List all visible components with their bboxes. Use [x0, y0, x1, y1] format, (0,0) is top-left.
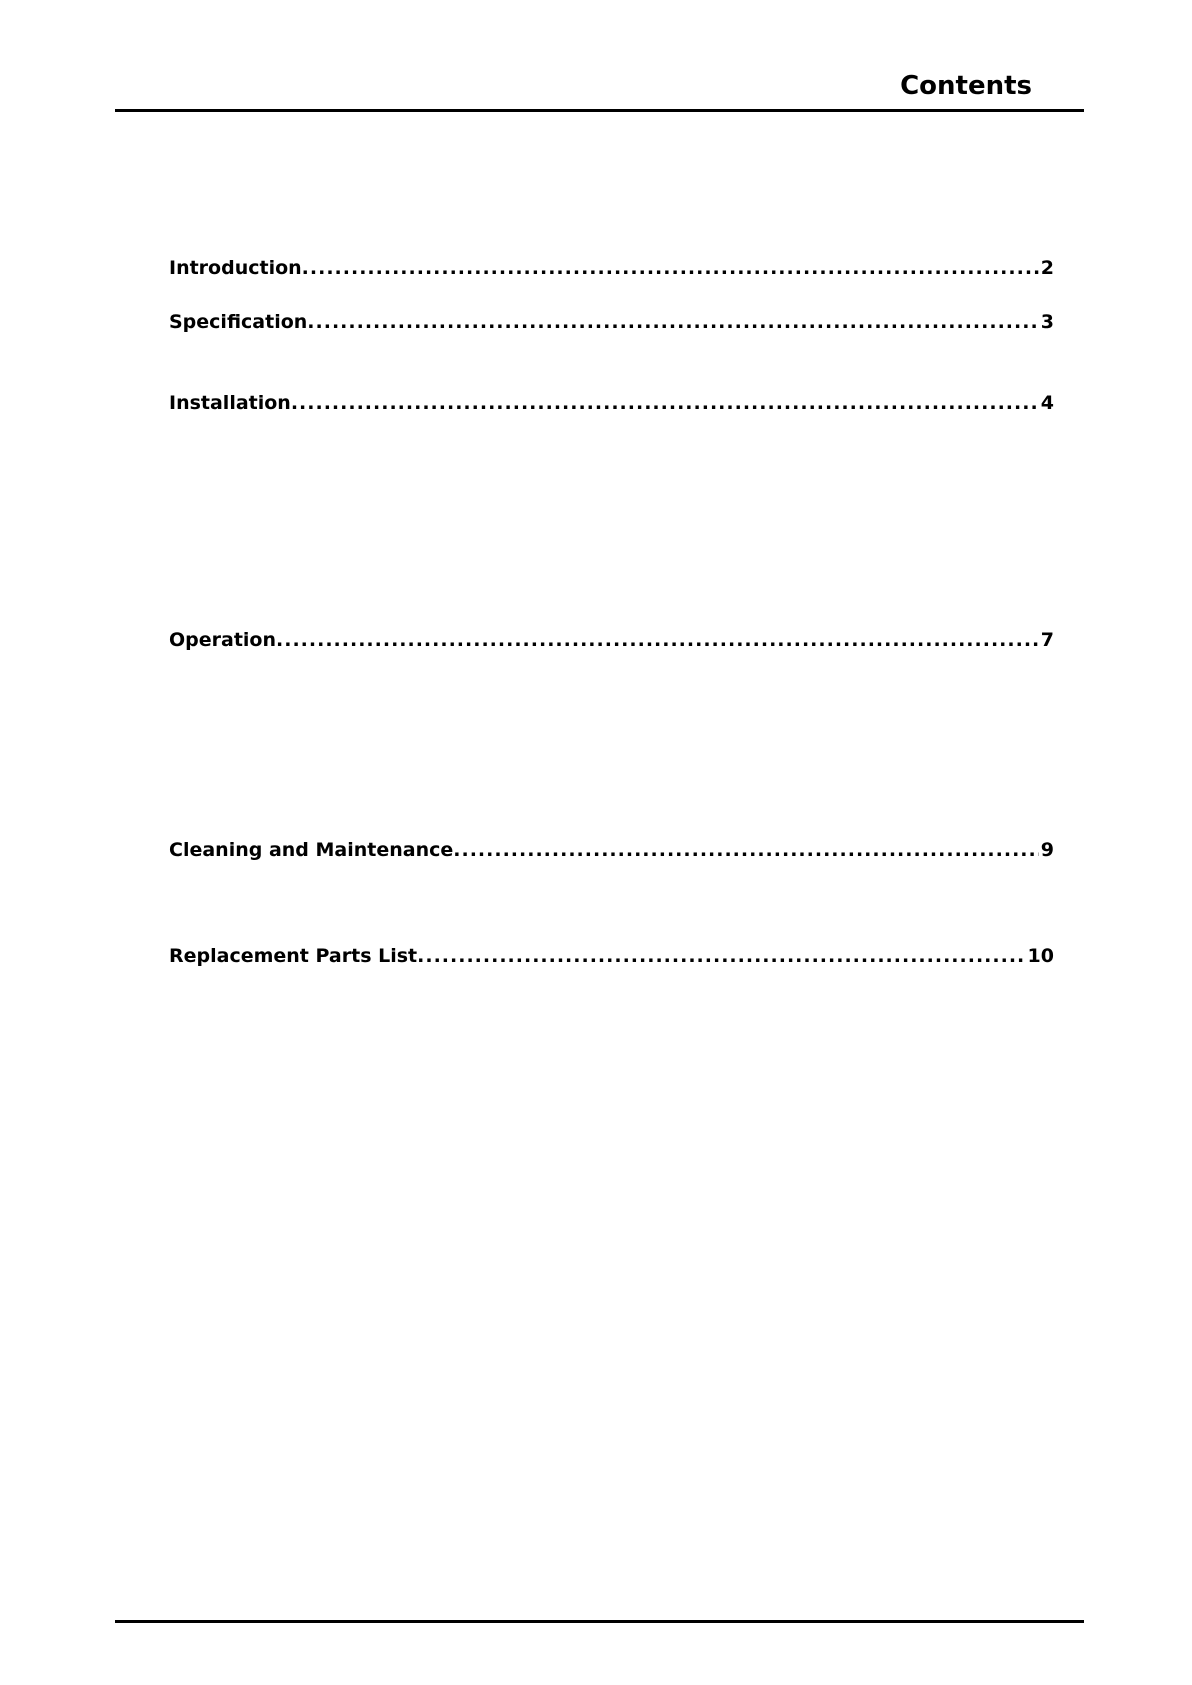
toc-page-number: 2 [1040, 257, 1054, 279]
toc-dot-leader [291, 389, 1039, 417]
toc-dot-leader [417, 942, 1025, 970]
toc-dot-leader [302, 254, 1039, 282]
toc-entry-title: Specification [169, 311, 308, 333]
toc-entry-title: Introduction [169, 257, 302, 279]
toc-page-number: 3 [1040, 311, 1054, 333]
toc-entry-introduction[interactable] [169, 254, 1054, 282]
toc-dot-leader [276, 626, 1039, 654]
toc-entry-operation[interactable] [169, 626, 1054, 654]
toc-page-number: 7 [1040, 629, 1054, 651]
toc-entry-title: Operation [169, 629, 277, 651]
toc-entry-replacement-parts-list[interactable] [169, 942, 1054, 970]
toc-dot-leader [453, 836, 1038, 864]
page-title: Contents [900, 71, 1032, 101]
toc-page-number: 9 [1040, 839, 1054, 861]
toc-dot-leader [307, 308, 1038, 336]
toc-entry-specification[interactable] [169, 308, 1054, 336]
toc-entry-title: Replacement Parts List [169, 945, 418, 967]
footer-divider [115, 1620, 1084, 1623]
toc-entry-title: Installation [169, 392, 291, 414]
toc-entry-installation[interactable] [169, 389, 1054, 417]
toc-page-number: 10 [1027, 945, 1054, 967]
header-divider [115, 109, 1084, 112]
toc-entry-title: Cleaning and Maintenance [169, 839, 454, 861]
toc-entry-cleaning-and-maintenance[interactable] [169, 836, 1054, 864]
toc-page-number: 4 [1040, 392, 1054, 414]
